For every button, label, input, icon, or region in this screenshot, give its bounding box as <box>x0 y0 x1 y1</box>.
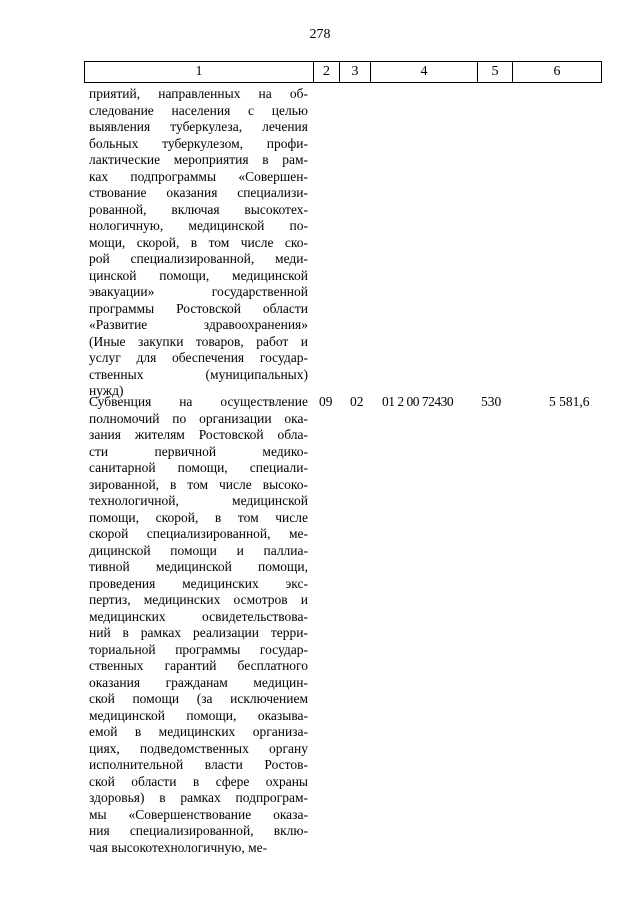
description-line: циях, подведомственных органу <box>89 740 308 756</box>
header-col-6: 6 <box>553 64 561 79</box>
row-2-subsection-code: 02 <box>350 394 364 409</box>
description-line: санитарной помощи, специали- <box>89 460 308 475</box>
description-line: нужд) <box>89 383 124 398</box>
row-2-expense-type-code: 530 <box>481 394 502 409</box>
description-line: мы «Совершенствование оказа- <box>89 806 308 822</box>
description-line: дицинской помощи и паллиа- <box>89 542 308 558</box>
header-col-3: 3 <box>340 62 371 82</box>
description-line: оказания гражданам медицин- <box>89 674 308 690</box>
description-line: пертиз, медицинских осмотров и <box>89 592 308 607</box>
description-line: ственных (муниципальных) <box>89 366 308 382</box>
page-number: 278 <box>309 27 331 42</box>
row-2-target-article-code: 01 2 00 72430 <box>382 394 454 409</box>
description-line: выявления туберкулеза, лечения <box>89 119 308 134</box>
description-line: программы Ростовской области <box>89 300 308 316</box>
description-line: чая высокотехнологичную, ме- <box>89 839 268 855</box>
description-line: ствование оказания специализи- <box>89 185 308 200</box>
description-line: тивной медицинской помощи, <box>89 559 308 574</box>
description-line: зания жителям Ростовской обла- <box>89 427 308 442</box>
description-line: ской помощи (за исключением <box>89 691 308 706</box>
description-line: скорой специализированной, ме- <box>89 526 308 541</box>
row-1-description <box>89 86 308 400</box>
description-line: полномочий по организации ока- <box>89 410 308 426</box>
header-col-2: 2 <box>314 62 340 82</box>
description-line: помощи, скорой, в том числе <box>89 509 308 525</box>
description-line: рой специализированной, меди- <box>89 251 308 266</box>
description-line: ственных гарантий бесплатного <box>89 658 308 673</box>
header-col-5: 5 <box>478 62 513 82</box>
header-col-4: 4 <box>371 62 478 82</box>
description-line: ской области в сфере охраны <box>89 773 308 789</box>
header-col-1: 1 <box>85 62 314 82</box>
description-line: ния специализированной, вклю- <box>89 823 308 838</box>
description-line: проведения медицинских экс- <box>89 575 308 591</box>
description-line: Субвенция на осуществление <box>89 394 308 409</box>
description-line: зированной, в том числе высоко- <box>89 476 308 492</box>
description-line: услуг для обеспечения государ- <box>89 350 308 365</box>
description-line: следование населения с целью <box>89 102 308 118</box>
description-line: приятий, направленных на об- <box>89 86 308 101</box>
description-line: эвакуации» государственной <box>89 284 308 299</box>
description-line: медицинских освидетельствова- <box>89 608 308 624</box>
description-line: «Развитие здравоохранения» <box>89 317 308 332</box>
description-line: технологичной, медицинской <box>89 493 308 508</box>
description-line: цинской помощи, медицинской <box>89 267 308 283</box>
table-header-row <box>84 61 602 83</box>
row-2-section-code: 09 <box>319 394 333 409</box>
description-line: лактические мероприятия в рам- <box>89 152 308 167</box>
description-line: ториальной программы государ- <box>89 641 308 657</box>
description-line: ках подпрограммы «Совершен- <box>89 168 308 184</box>
description-line: (Иные закупки товаров, работ и <box>89 333 308 349</box>
description-line: сти первичной медико- <box>89 443 308 459</box>
description-line: больных туберкулезом, профи- <box>89 135 308 151</box>
row-2-description <box>89 394 308 856</box>
description-line: исполнительной власти Ростов- <box>89 757 308 772</box>
description-line: ний в рамках реализации терри- <box>89 625 308 640</box>
description-line: медицинской помощи, оказыва- <box>89 707 308 723</box>
row-2-amount: 5 581,6 <box>549 394 590 409</box>
description-line: мощи, скорой, в том числе ско- <box>89 234 308 250</box>
description-line: рованной, включая высокотех- <box>89 201 308 217</box>
description-line: здоровья) в рамках подпрограм- <box>89 790 308 805</box>
description-line: емой в медицинских организа- <box>89 724 308 739</box>
description-line: нологичную, медицинской по- <box>89 218 308 233</box>
